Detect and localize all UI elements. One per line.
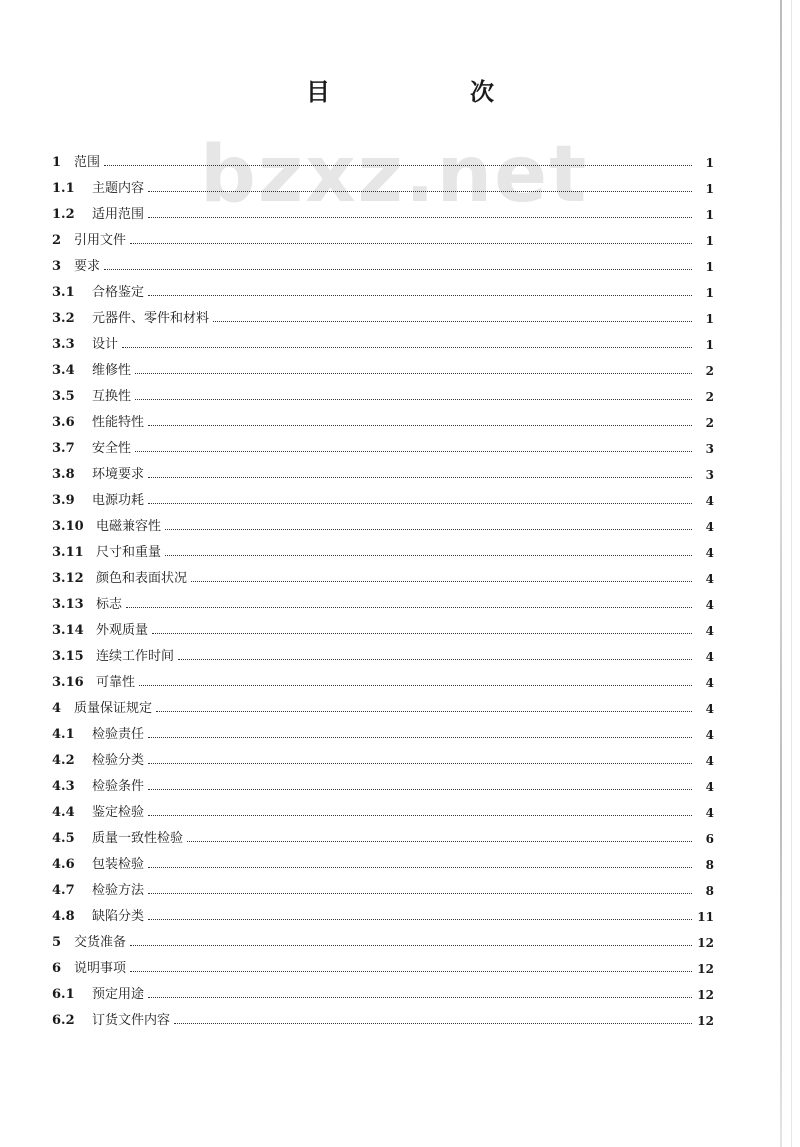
toc-entry — [46, 274, 714, 300]
toc-entry-label: 电磁兼容性 — [96, 519, 162, 534]
toc-entry-label: 主题内容 — [92, 181, 145, 196]
toc-entry-page: 2 — [705, 364, 714, 378]
toc-entry-number: 3.7 — [52, 441, 75, 456]
dot-leader — [174, 1022, 692, 1024]
toc-entry — [46, 690, 714, 716]
toc-entry-label: 颜色和表面状况 — [96, 571, 188, 586]
toc-entry-number: 3.11 — [52, 545, 84, 560]
toc-entry-page: 4 — [705, 572, 714, 586]
toc-entry-number: 3.16 — [52, 675, 84, 690]
toc-entry-number: 3.15 — [52, 649, 84, 664]
toc-entry-number: 4.3 — [52, 779, 75, 794]
toc-entry-page: 1 — [705, 338, 714, 352]
dot-leader — [130, 970, 692, 972]
toc-entry-page: 12 — [697, 936, 714, 950]
toc-entry — [46, 924, 714, 950]
dot-leader — [165, 528, 692, 530]
toc-entry-number: 4.8 — [52, 909, 75, 924]
dot-leader — [135, 398, 692, 400]
toc-entry-page: 4 — [705, 780, 714, 794]
toc-entry-number: 3.12 — [52, 571, 84, 586]
dot-leader — [148, 762, 692, 764]
toc-entry — [46, 144, 714, 170]
toc-entry-label: 包装检验 — [92, 857, 145, 872]
toc-entry-page: 8 — [705, 884, 714, 898]
toc-entry-number: 3 — [52, 259, 62, 274]
toc-entry-page: 1 — [705, 182, 714, 196]
toc-entry-page: 1 — [705, 234, 714, 248]
toc-entry — [46, 950, 714, 976]
toc-entry-page: 4 — [705, 676, 714, 690]
page-title: 目 次 — [306, 78, 552, 106]
toc-entry — [46, 482, 714, 508]
table-of-contents — [46, 144, 714, 1028]
dot-leader — [165, 554, 692, 556]
toc-entry-number: 4.7 — [52, 883, 75, 898]
dot-leader — [104, 164, 692, 166]
toc-entry-page: 4 — [705, 728, 714, 742]
toc-entry-label: 合格鉴定 — [92, 285, 145, 300]
toc-entry-page: 4 — [705, 598, 714, 612]
toc-entry-number: 3.8 — [52, 467, 75, 482]
toc-entry-label: 质量一致性检验 — [92, 831, 184, 846]
toc-entry-label: 安全性 — [92, 441, 132, 456]
toc-entry-number: 6.2 — [52, 1013, 75, 1028]
toc-entry-page: 6 — [705, 832, 714, 846]
toc-entry — [46, 378, 714, 404]
scan-edge-line — [791, 0, 792, 1147]
toc-entry-number: 3.6 — [52, 415, 75, 430]
toc-entry-number: 4.1 — [52, 727, 75, 742]
toc-entry-label: 尺寸和重量 — [96, 545, 162, 560]
toc-entry-page: 8 — [705, 858, 714, 872]
toc-entry-label: 缺陷分类 — [92, 909, 145, 924]
toc-entry-number: 4.4 — [52, 805, 75, 820]
toc-entry-page: 12 — [697, 988, 714, 1002]
dot-leader — [148, 502, 692, 504]
toc-entry — [46, 248, 714, 274]
toc-entry — [46, 638, 714, 664]
toc-entry-number: 4.6 — [52, 857, 75, 872]
toc-entry-page: 2 — [705, 390, 714, 404]
toc-entry — [46, 352, 714, 378]
dot-leader — [191, 580, 692, 582]
dot-leader — [126, 606, 692, 608]
toc-entry-label: 连续工作时间 — [96, 649, 175, 664]
toc-entry-number: 4 — [52, 701, 62, 716]
toc-entry-page: 4 — [705, 520, 714, 534]
dot-leader — [148, 216, 692, 218]
dot-leader — [148, 814, 692, 816]
toc-entry — [46, 742, 714, 768]
toc-entry-label: 电源功耗 — [92, 493, 145, 508]
toc-entry-label: 订货文件内容 — [92, 1013, 171, 1028]
toc-entry-label: 适用范围 — [92, 207, 145, 222]
toc-entry-label: 说明事项 — [74, 961, 127, 976]
toc-entry — [46, 664, 714, 690]
toc-entry — [46, 716, 714, 742]
dot-leader — [178, 658, 692, 660]
toc-entry-page: 3 — [705, 442, 714, 456]
dot-leader — [135, 450, 692, 452]
toc-entry-number: 4.2 — [52, 753, 75, 768]
toc-entry-number: 4.5 — [52, 831, 75, 846]
toc-entry-label: 设计 — [92, 337, 119, 352]
dot-leader — [148, 294, 692, 296]
toc-entry — [46, 508, 714, 534]
dot-leader — [148, 892, 692, 894]
dot-leader — [148, 424, 692, 426]
dot-leader — [148, 918, 692, 920]
toc-entry-page: 4 — [705, 702, 714, 716]
dot-leader — [130, 242, 692, 244]
toc-entry — [46, 820, 714, 846]
dot-leader — [148, 866, 692, 868]
dot-leader — [213, 320, 692, 322]
toc-entry-label: 鉴定检验 — [92, 805, 145, 820]
dot-leader — [130, 944, 692, 946]
toc-entry-label: 要求 — [74, 259, 101, 274]
toc-entry — [46, 768, 714, 794]
toc-entry-number: 3.3 — [52, 337, 75, 352]
toc-entry-page: 3 — [705, 468, 714, 482]
toc-entry — [46, 612, 714, 638]
toc-entry-label: 质量保证规定 — [74, 701, 153, 716]
toc-entry — [46, 794, 714, 820]
toc-entry — [46, 872, 714, 898]
toc-entry-label: 维修性 — [92, 363, 132, 378]
toc-entry-number: 2 — [52, 233, 62, 248]
dot-leader — [148, 996, 692, 998]
toc-entry — [46, 976, 714, 1002]
toc-entry-page: 4 — [705, 650, 714, 664]
toc-entry-page: 1 — [705, 260, 714, 274]
toc-entry-label: 互换性 — [92, 389, 132, 404]
toc-entry-page: 4 — [705, 806, 714, 820]
toc-entry-number: 1.2 — [52, 207, 75, 222]
dot-leader — [122, 346, 692, 348]
dot-leader — [104, 268, 692, 270]
dot-leader — [139, 684, 692, 686]
toc-entry — [46, 430, 714, 456]
dot-leader — [187, 840, 692, 842]
toc-entry-label: 交货准备 — [74, 935, 127, 950]
toc-entry — [46, 222, 714, 248]
toc-entry — [46, 196, 714, 222]
toc-entry-number: 1 — [52, 155, 62, 170]
toc-entry-page: 4 — [705, 624, 714, 638]
toc-entry-page: 4 — [705, 494, 714, 508]
toc-entry-number: 3.4 — [52, 363, 75, 378]
dot-leader — [156, 710, 692, 712]
dot-leader — [148, 788, 692, 790]
toc-entry — [46, 326, 714, 352]
toc-entry — [46, 170, 714, 196]
toc-entry-label: 检验方法 — [92, 883, 145, 898]
toc-entry-label: 可靠性 — [96, 675, 136, 690]
toc-entry-label: 检验分类 — [92, 753, 145, 768]
watermark: bzxz.net — [200, 130, 589, 220]
toc-entry-page: 2 — [705, 416, 714, 430]
dot-leader — [148, 190, 692, 192]
toc-entry-page: 1 — [705, 312, 714, 326]
toc-entry-page: 1 — [705, 156, 714, 170]
toc-entry-label: 检验责任 — [92, 727, 145, 742]
toc-entry-number: 3.9 — [52, 493, 75, 508]
toc-entry-page: 1 — [705, 286, 714, 300]
dot-leader — [135, 372, 692, 374]
toc-entry-label: 元器件、零件和材料 — [92, 311, 210, 326]
toc-entry — [46, 586, 714, 612]
toc-entry — [46, 560, 714, 586]
toc-entry-number: 3.5 — [52, 389, 75, 404]
toc-entry-label: 标志 — [96, 597, 123, 612]
toc-entry-number: 3.14 — [52, 623, 84, 638]
toc-entry — [46, 300, 714, 326]
toc-entry-label: 引用文件 — [74, 233, 127, 248]
toc-entry-label: 检验条件 — [92, 779, 145, 794]
toc-entry-page: 1 — [705, 208, 714, 222]
toc-entry-number: 3.13 — [52, 597, 84, 612]
toc-entry-number: 3.1 — [52, 285, 75, 300]
dot-leader — [148, 736, 692, 738]
toc-entry-page: 11 — [697, 910, 714, 924]
toc-entry-number: 3.2 — [52, 311, 75, 326]
toc-entry — [46, 456, 714, 482]
toc-entry-page: 4 — [705, 754, 714, 768]
toc-entry-label: 环境要求 — [92, 467, 145, 482]
scan-edge-line — [780, 0, 782, 1147]
toc-entry-number: 5 — [52, 935, 62, 950]
toc-entry-number: 6 — [52, 961, 62, 976]
toc-entry-page: 4 — [705, 546, 714, 560]
toc-entry — [46, 404, 714, 430]
toc-entry-number: 6.1 — [52, 987, 75, 1002]
toc-entry-label: 预定用途 — [92, 987, 145, 1002]
dot-leader — [148, 476, 692, 478]
toc-entry-label: 外观质量 — [96, 623, 149, 638]
toc-entry-number: 1.1 — [52, 181, 75, 196]
toc-entry-number: 3.10 — [52, 519, 84, 534]
toc-entry-label: 范围 — [74, 155, 101, 170]
toc-entry — [46, 898, 714, 924]
toc-entry — [46, 534, 714, 560]
toc-entry-page: 12 — [697, 962, 714, 976]
toc-entry-page: 12 — [697, 1014, 714, 1028]
toc-entry — [46, 846, 714, 872]
toc-entry — [46, 1002, 714, 1028]
dot-leader — [152, 632, 692, 634]
toc-entry-label: 性能特性 — [92, 415, 145, 430]
